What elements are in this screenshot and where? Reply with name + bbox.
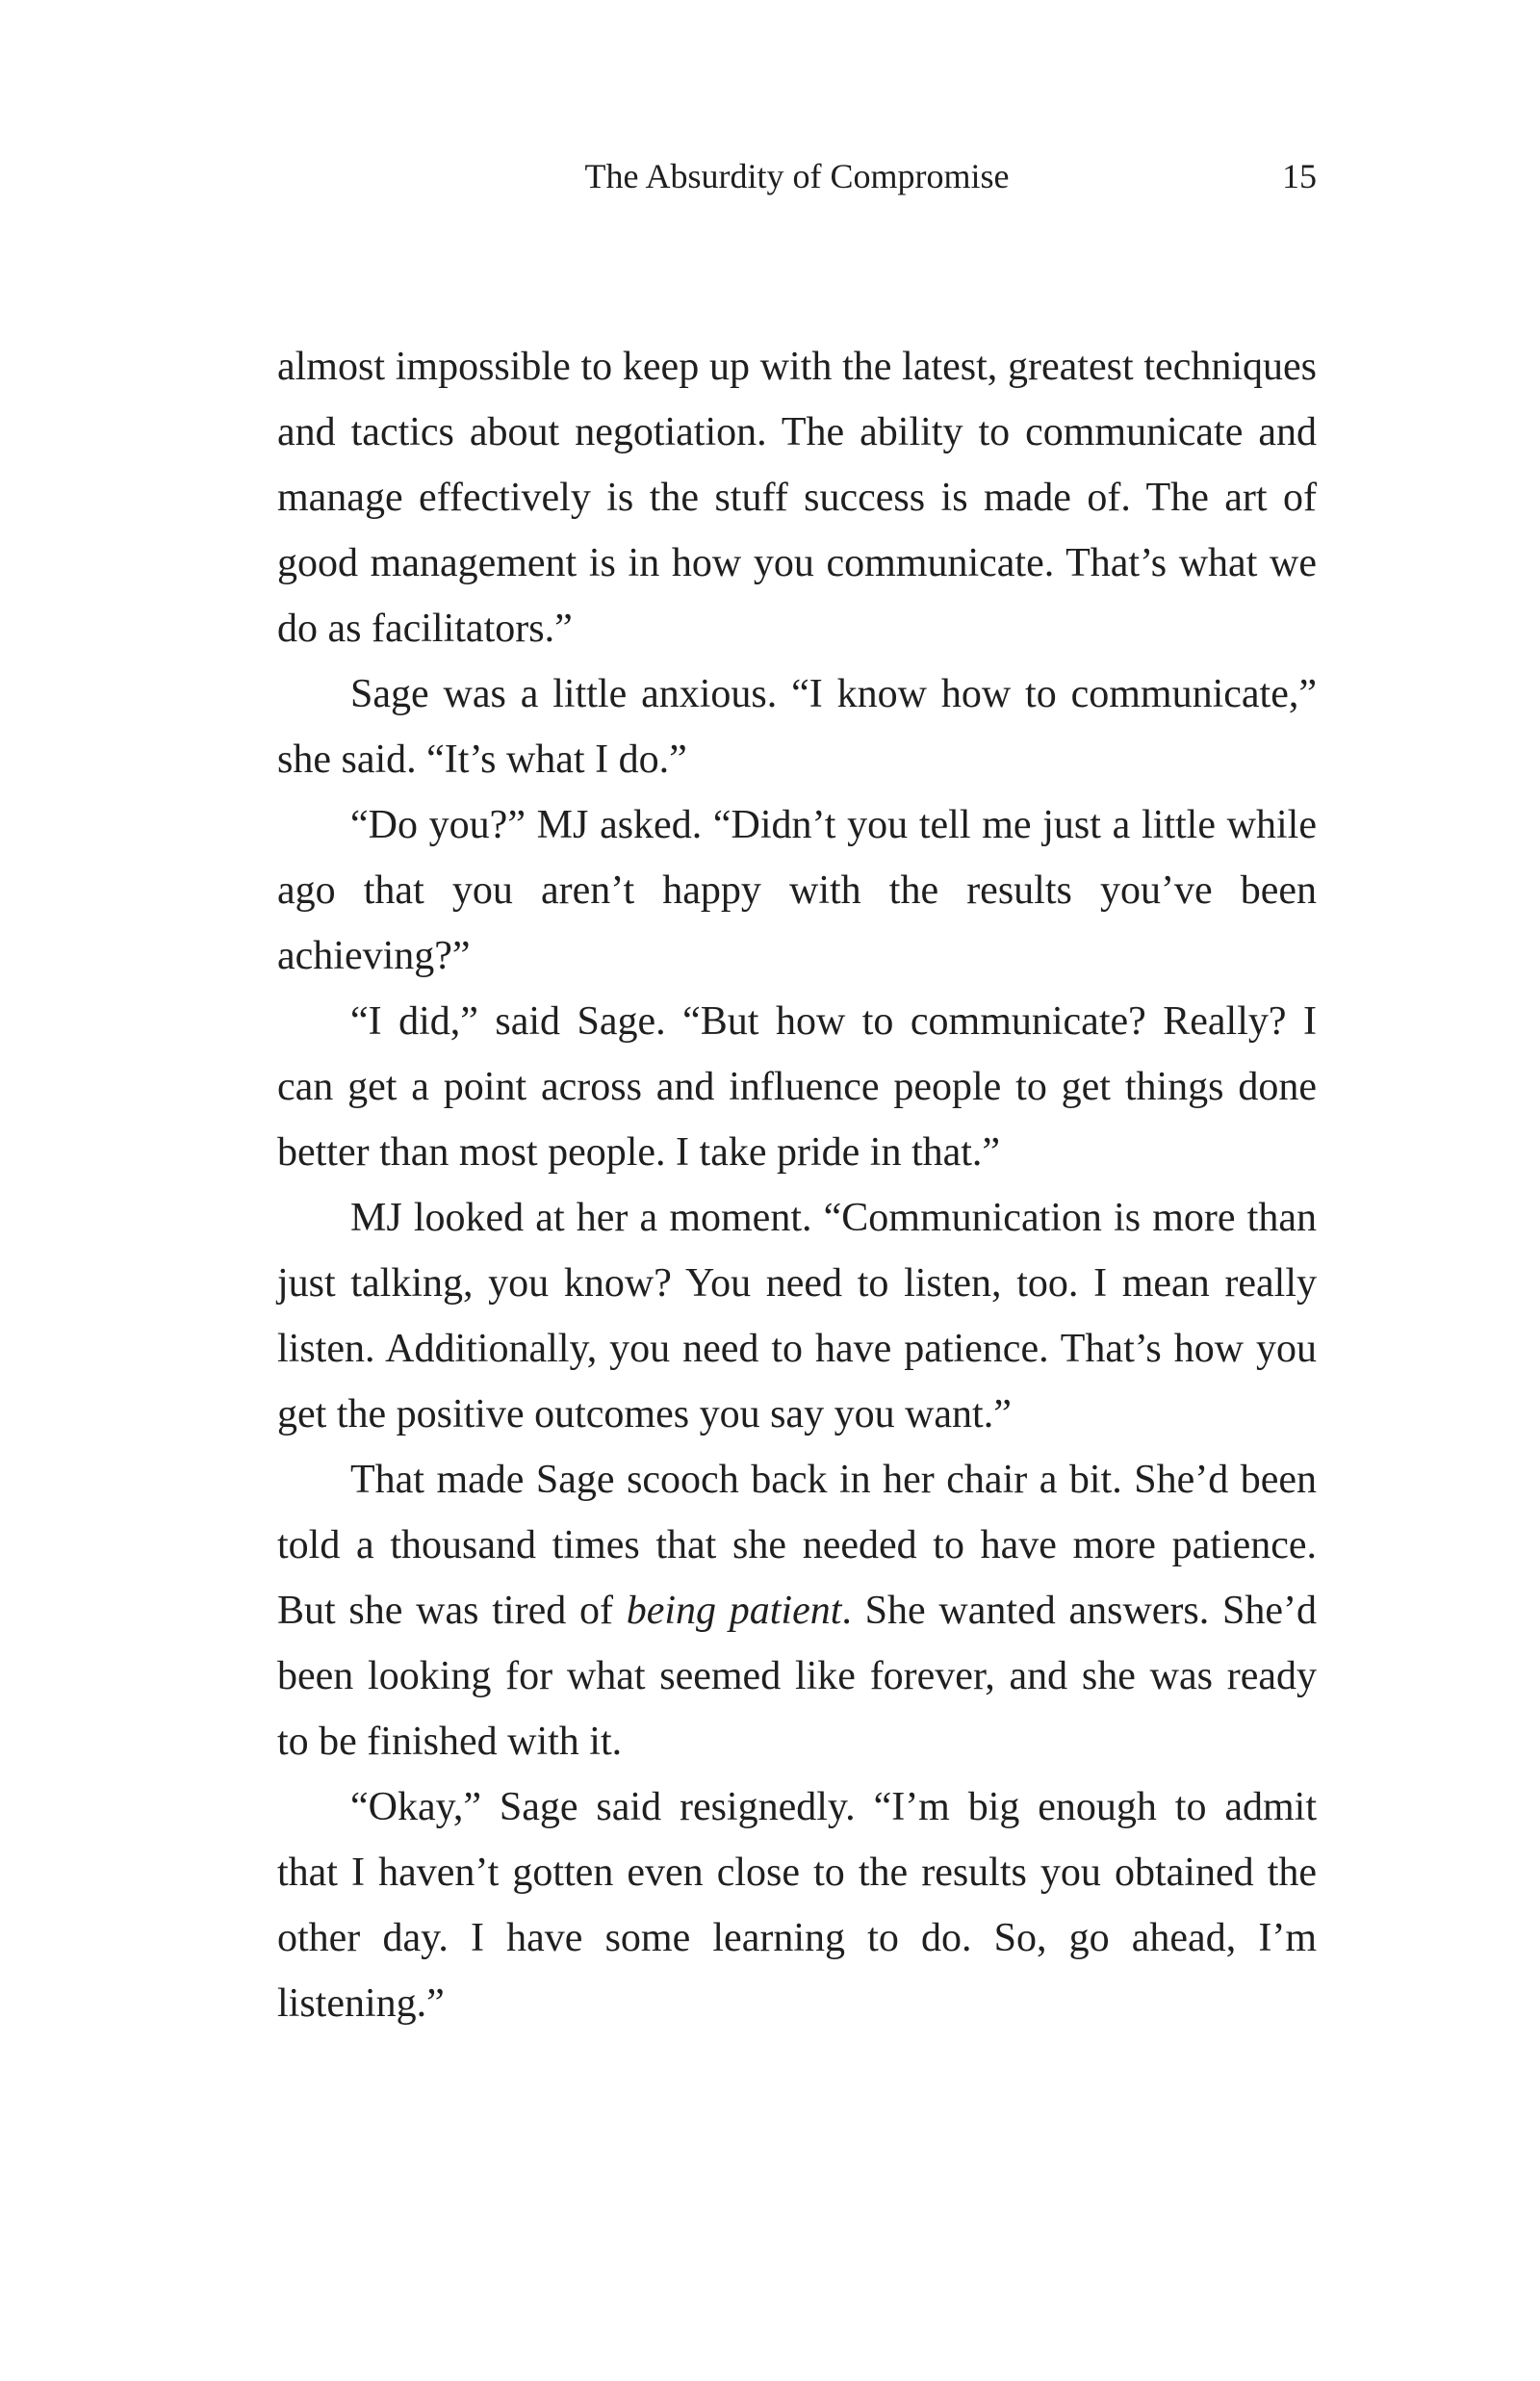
paragraph-3: “Do you?” MJ asked. “Didn’t you tell me just a little while ago that you aren’t happy with the results you’ve been achieving?” [277,803,1317,978]
running-head [277,152,1317,200]
paragraph-4: “I did,” said Sage. “But how to communicate? Really? I can get a point across and influence people to get things done better than most people. I take pride in that.” [277,999,1317,1175]
paragraph-6-end: . She wanted answers. She’d been looking for what seemed like forever, and she was ready to be finished with it. [277,1589,1317,1764]
paragraph-6-start: That made Sage scooch back in her chair a bit. She’d been told a thousand times that she needed to have more patience. But she was tired of [277,1458,1317,1633]
paragraph-6 [277,1447,1317,1774]
paragraph-1: almost impossible to keep up with the latest, greatest techniques and tactics about negotiation. The ability to communicate and manage effectively is the stuff success is made of. The art of good management is in how you communicate. That’s what we do as facilitators.” [277,345,1317,651]
paragraph-5: MJ looked at her a moment. “Communication is more than just talking, you know? You need to listen, too. I mean really listen. Additionally, you need to have patience. That’s how you get the positive outcomes you say you want.” [277,1196,1317,1436]
body-text [277,334,1317,2036]
running-title: The Absurdity of Compromise [584,157,1010,195]
paragraph-2: Sage was a little anxious. “I know how to communicate,” she said. “It’s what I do.” [277,672,1317,782]
paragraph-7: “Okay,” Sage said resignedly. “I’m big enough to admit that I haven’t gotten even close to the results you obtained the other day. I have some learning to do. So, go ahead, I’m listening.” [277,1785,1317,2026]
emphasized-phrase: being patient [626,1589,842,1633]
page-number: 15 [1282,157,1317,195]
